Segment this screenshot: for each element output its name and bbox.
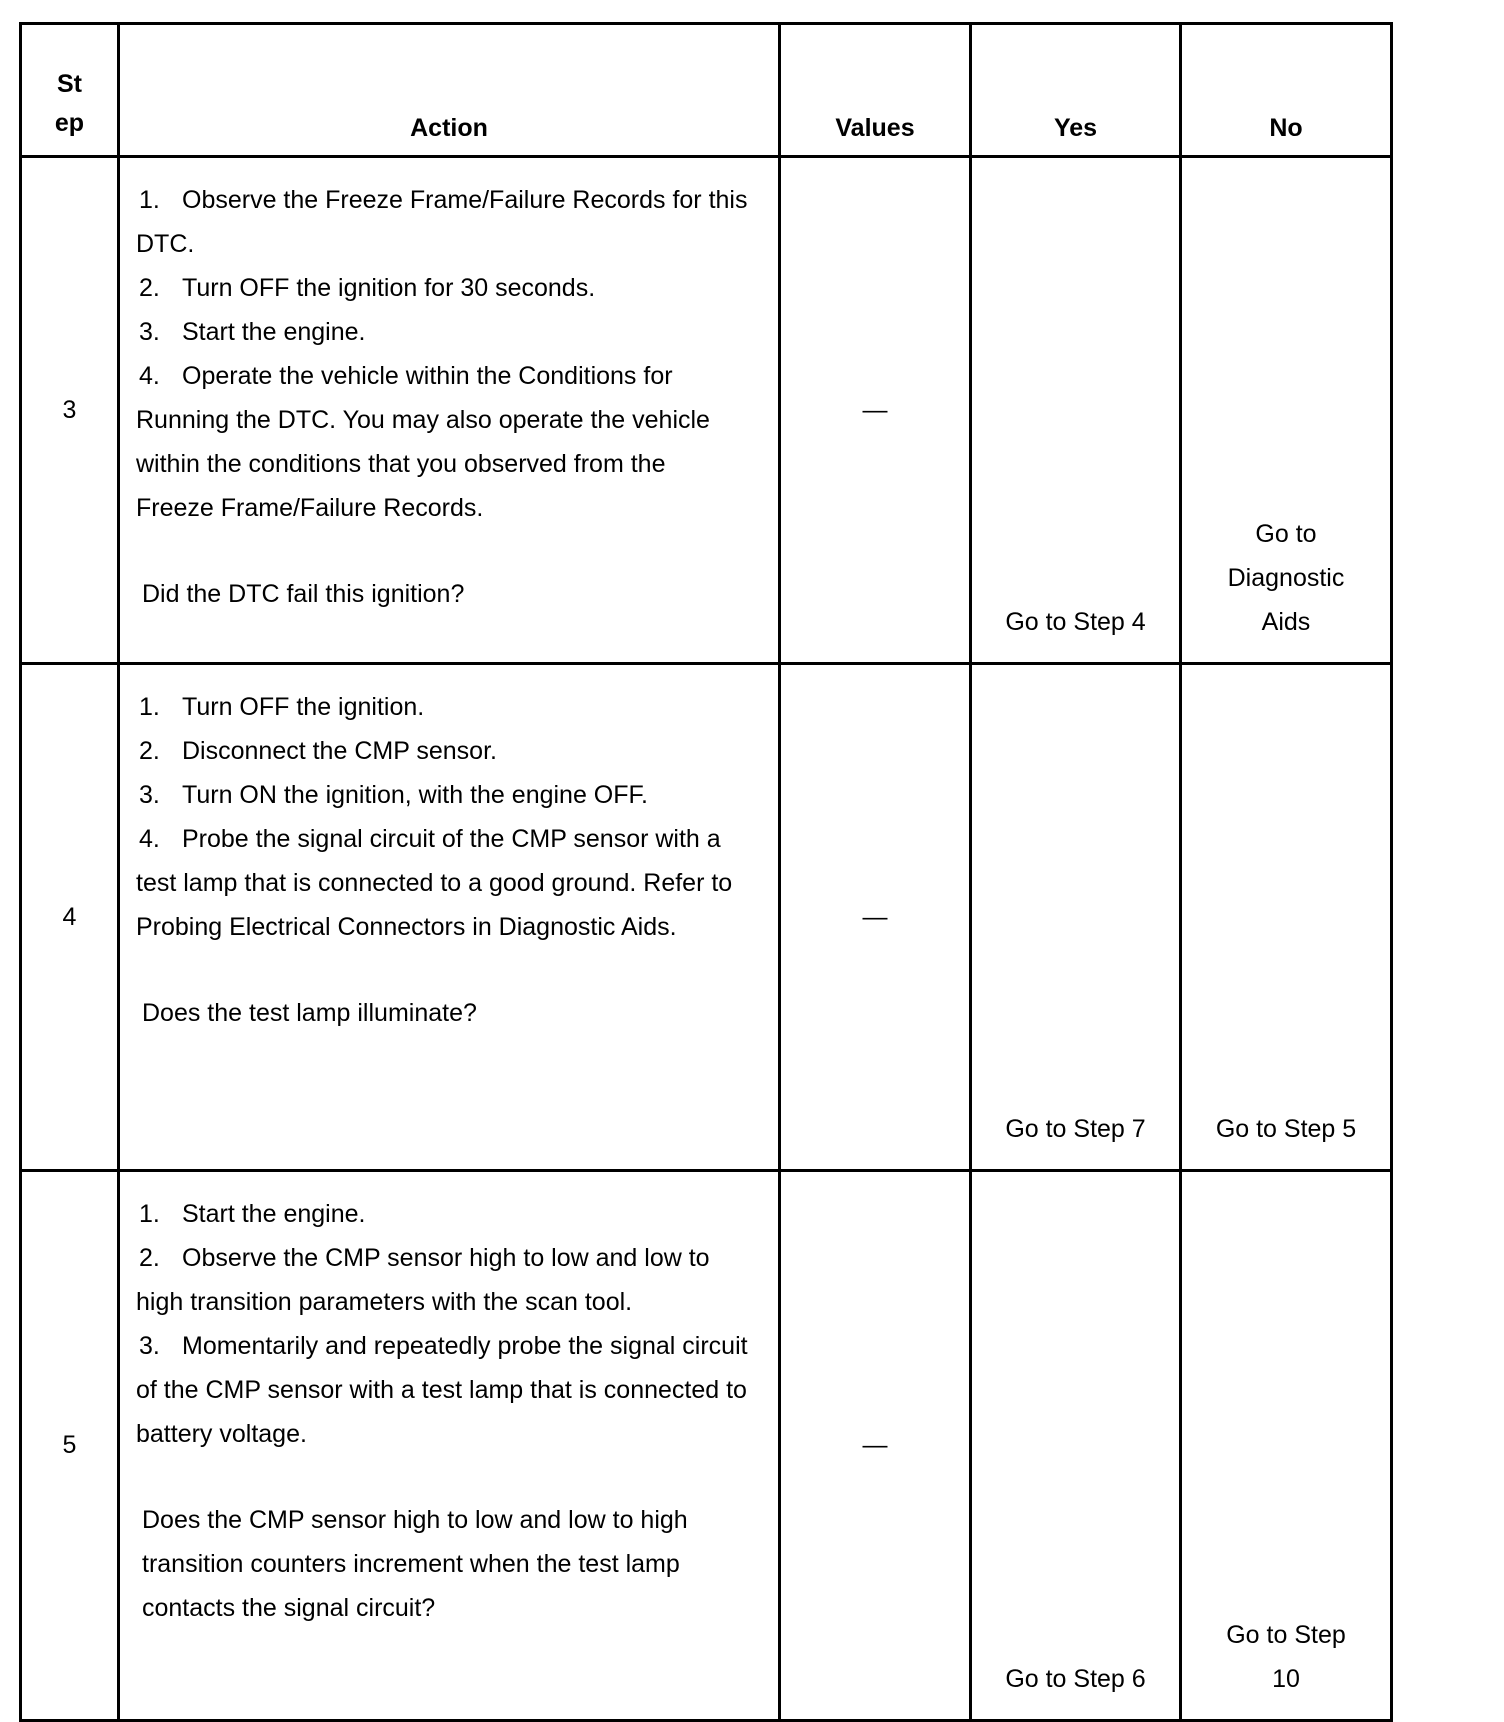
item-number: 4. bbox=[139, 362, 160, 390]
item-text: Disconnect the CMP sensor. bbox=[182, 737, 497, 765]
item-number: 4. bbox=[139, 825, 160, 853]
item-text: Momentarily and repeatedly probe the signal circuit of the CMP sensor with a test lamp that is connected to battery voltage. bbox=[136, 1332, 748, 1448]
header-step: Step bbox=[21, 24, 119, 157]
yes-cell: Go to Step 6 bbox=[971, 1171, 1181, 1721]
item-number: 1. bbox=[139, 186, 160, 214]
item-text: Observe the CMP sensor high to low and low to high transition parameters with the scan tool. bbox=[136, 1244, 710, 1316]
action-item bbox=[136, 178, 748, 266]
action-item bbox=[136, 773, 748, 817]
action-cell bbox=[119, 1171, 780, 1721]
no-cell: Go to Step 10 bbox=[1181, 1171, 1392, 1721]
values-cell bbox=[780, 1171, 971, 1721]
table-row bbox=[21, 157, 1392, 664]
table-row bbox=[21, 664, 1392, 1171]
step-number: 5 bbox=[21, 1171, 119, 1721]
item-text: Observe the Freeze Frame/Failure Records for this DTC. bbox=[136, 186, 748, 258]
values-dash: — bbox=[862, 1431, 888, 1459]
action-item bbox=[136, 729, 748, 773]
header-values: Values bbox=[780, 24, 971, 157]
values-cell bbox=[780, 664, 971, 1171]
action-item bbox=[136, 1236, 748, 1324]
item-number: 2. bbox=[139, 274, 160, 302]
action-item bbox=[136, 310, 748, 354]
action-item bbox=[136, 1324, 748, 1456]
item-text: Start the engine. bbox=[182, 1200, 366, 1228]
action-item bbox=[136, 266, 748, 310]
action-item bbox=[136, 685, 748, 729]
step-number: 3 bbox=[21, 157, 119, 664]
step-number: 4 bbox=[21, 664, 119, 1171]
item-text: Turn ON the ignition, with the engine OFF. bbox=[182, 781, 648, 809]
item-text: Probe the signal circuit of the CMP sensor with a test lamp that is connected to a good ground. Refer to Probing Electrical Connectors in Diagnostic Aids. bbox=[136, 825, 733, 941]
values-dash: — bbox=[862, 902, 888, 931]
item-number: 1. bbox=[139, 693, 160, 721]
item-number: 2. bbox=[139, 1244, 160, 1272]
header-row bbox=[21, 24, 1392, 157]
item-number: 3. bbox=[139, 318, 160, 346]
diagnostic-table bbox=[19, 22, 1393, 1722]
table-row bbox=[21, 1171, 1392, 1721]
item-number: 3. bbox=[139, 781, 160, 809]
header-yes: Yes bbox=[971, 24, 1181, 157]
action-item bbox=[136, 354, 748, 530]
action-question: Did the DTC fail this ignition? bbox=[142, 580, 465, 608]
action-question: Does the CMP sensor high to low and low to high transition counters increment when the test lamp contacts the signal circuit? bbox=[142, 1506, 688, 1622]
action-question: Does the test lamp illuminate? bbox=[142, 999, 477, 1027]
item-number: 1. bbox=[139, 1200, 160, 1228]
yes-cell: Go to Step 4 bbox=[971, 157, 1181, 664]
item-text: Operate the vehicle within the Conditions for Running the DTC. You may also operate the vehicle within the conditions that you observed from the Freeze Frame/Failure Records. bbox=[136, 362, 710, 522]
header-no: No bbox=[1181, 24, 1392, 157]
action-cell bbox=[119, 157, 780, 664]
yes-cell: Go to Step 7 bbox=[971, 664, 1181, 1171]
action-cell bbox=[119, 664, 780, 1171]
action-item bbox=[136, 817, 748, 949]
item-text: Start the engine. bbox=[182, 318, 366, 346]
item-text: Turn OFF the ignition for 30 seconds. bbox=[182, 274, 596, 302]
values-cell bbox=[780, 157, 971, 664]
item-number: 3. bbox=[139, 1332, 160, 1360]
values-dash: — bbox=[862, 395, 888, 424]
header-action: Action bbox=[119, 24, 780, 157]
no-cell: Go to Step 5 bbox=[1181, 664, 1392, 1171]
item-text: Turn OFF the ignition. bbox=[182, 693, 425, 721]
action-item bbox=[136, 1192, 748, 1236]
no-cell: Go to Diagnostic Aids bbox=[1181, 157, 1392, 664]
item-number: 2. bbox=[139, 737, 160, 765]
